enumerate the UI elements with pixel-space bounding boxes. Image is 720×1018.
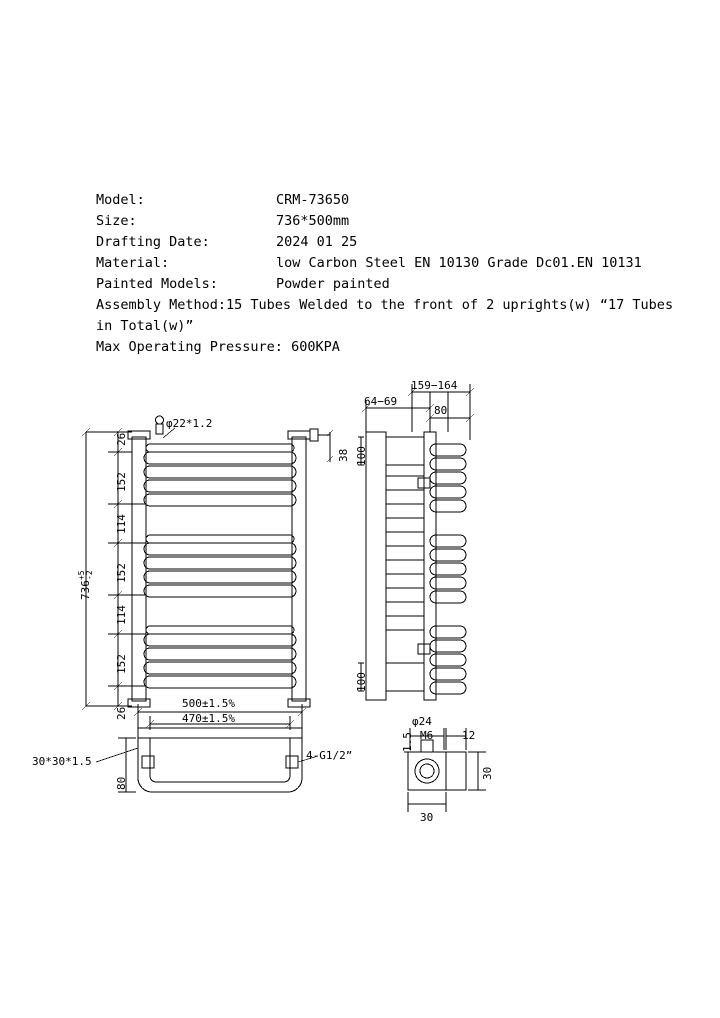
front-dim-tol-up: +5 (77, 570, 86, 581)
front-view-tube-group-2 (144, 535, 296, 597)
spec-row-painted-models (96, 274, 696, 295)
front-view-right-fitting (310, 429, 318, 441)
front-view-top-valve (156, 416, 164, 434)
plan-view-body (138, 728, 302, 792)
detail-dim-thread: M6 (420, 729, 434, 742)
front-dim-seg-2: 114 (115, 514, 128, 534)
detail-dim-bolt-dia: φ24 (412, 715, 432, 728)
side-view-top-dimensions (362, 384, 474, 440)
front-view-38-leader (318, 430, 333, 462)
front-dim-seg-5: 152 (115, 654, 128, 674)
spec-label-size: Size: (96, 213, 137, 229)
front-dim-tol-down: -2 (85, 570, 94, 581)
front-view-tube-group-3 (144, 626, 296, 688)
spec-value-material: low Carbon Steel EN 10130 Grade Dc01.EN 10131 (276, 255, 642, 271)
front-view-bottom-right-cap (288, 699, 310, 707)
side-dim-top-width: 80 (434, 404, 448, 417)
detail-view-body (408, 740, 466, 790)
spec-label-painted-models: Painted Models: (96, 276, 218, 292)
side-view-bracket-dimensions (358, 437, 364, 691)
spec-value-painted-models: Powder painted (276, 276, 390, 292)
plan-dim-depth: 80 (115, 776, 128, 790)
front-view-right-upright (292, 437, 306, 701)
front-dim-tube-spec: φ22*1.2 (166, 417, 213, 430)
front-dim-overall-value: 736 (79, 580, 92, 600)
spec-label-material: Material: (96, 255, 170, 271)
front-dim-seg-3: 152 (115, 563, 128, 583)
side-dim-top-bracket: 100 (355, 446, 368, 466)
side-view-left-rungs (386, 476, 424, 630)
spec-label-model: Model: (96, 192, 145, 208)
front-view-tube-group-1 (144, 444, 296, 506)
spec-value-drafting-date: 2024 01 25 (276, 234, 358, 250)
spec-row-size (96, 211, 696, 232)
spec-row-material (96, 253, 696, 274)
plan-dim-outer-width: 500±1.5% (182, 697, 235, 710)
detail-dim-height: 30 (481, 766, 494, 780)
plan-dim-connection: 4-G1/2” (306, 749, 353, 762)
front-view-top-left-cap (128, 431, 150, 439)
spec-max-operating-pressure: Max Operating Pressure: 600KPA (96, 339, 340, 355)
specification-block (96, 190, 696, 358)
front-dim-seg-4: 114 (115, 605, 128, 625)
spec-value-size: 736*500mm (276, 213, 350, 229)
detail-dim-offset: 12 (462, 729, 476, 742)
side-dim-depth-total: 159−164 (411, 379, 458, 392)
front-dim-seg-1: 152 (115, 472, 128, 492)
front-view-bottom-left-cap (128, 699, 150, 707)
front-dim-top-margin: 26 (115, 432, 128, 446)
plan-dim-inner-width: 470±1.5% (182, 712, 235, 725)
side-dim-bottom-bracket: 100 (355, 672, 368, 692)
front-dim-bottom-margin: 26 (115, 706, 128, 720)
detail-dim-thickness: 1.5 (401, 732, 414, 752)
spec-label-drafting-date: Drafting Date: (96, 234, 210, 250)
front-view-left-upright (132, 437, 146, 701)
plan-dim-section: 30*30*1.5 (32, 755, 92, 768)
spec-assembly-method: Assembly Method:15 Tubes Welded to the front of 2 uprights(w) “17 Tubes in Total(w)” (96, 297, 674, 334)
side-view-body (366, 432, 436, 700)
detail-dim-width: 30 (420, 811, 434, 824)
spec-row-model (96, 190, 696, 211)
front-view-top-right-cap (288, 431, 310, 439)
side-dim-depth-inner: 64−69 (364, 395, 398, 408)
front-dim-38: 38 (337, 448, 350, 462)
side-view-tube-ends (430, 444, 466, 694)
spec-row-drafting-date (96, 232, 696, 253)
spec-value-model: CRM-73650 (276, 192, 350, 208)
front-dim-overall-height (78, 570, 94, 600)
